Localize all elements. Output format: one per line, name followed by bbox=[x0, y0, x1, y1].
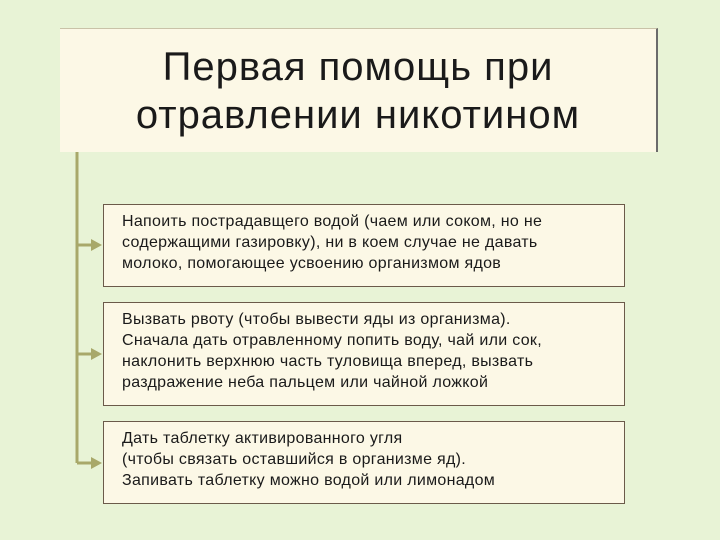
step-box-2 bbox=[103, 302, 625, 406]
page-title bbox=[136, 43, 580, 139]
step-text-line: содержащими газировку), ни в коем случае не давать bbox=[122, 234, 538, 251]
step-text-line: Напоить пострадавщего водой (чаем или соком, но не bbox=[122, 213, 543, 230]
step-text-line: раздражение неба пальцем или чайной ложкой bbox=[122, 374, 489, 391]
step-text-line: Сначала дать отравленному попить воду, чай или сок, bbox=[122, 332, 542, 349]
title-line: отравлении никотином bbox=[135, 92, 581, 137]
arrow-icon bbox=[91, 348, 102, 360]
title-box bbox=[60, 28, 658, 152]
step-box-3 bbox=[103, 421, 625, 504]
step-text-line: Вызвать рвоту (чтобы вывести яды из организма). bbox=[122, 311, 511, 328]
step-text-line: молоко, помогающее усвоению организмом ядов bbox=[122, 255, 502, 272]
step-text-line: наклонить верхнюю часть туловища вперед, вызвать bbox=[122, 353, 534, 370]
arrow-icon bbox=[91, 239, 102, 251]
step-box-1 bbox=[103, 204, 625, 287]
step-text-line: (чтобы связать оставшийся в организме яд). bbox=[122, 451, 467, 468]
step-text-line: Дать таблетку активированного угля bbox=[122, 430, 403, 447]
title-line: Первая помощь при bbox=[162, 44, 554, 89]
arrow-icon bbox=[91, 457, 102, 469]
step-text-line: Запивать таблетку можно водой или лимонадом bbox=[122, 472, 496, 489]
